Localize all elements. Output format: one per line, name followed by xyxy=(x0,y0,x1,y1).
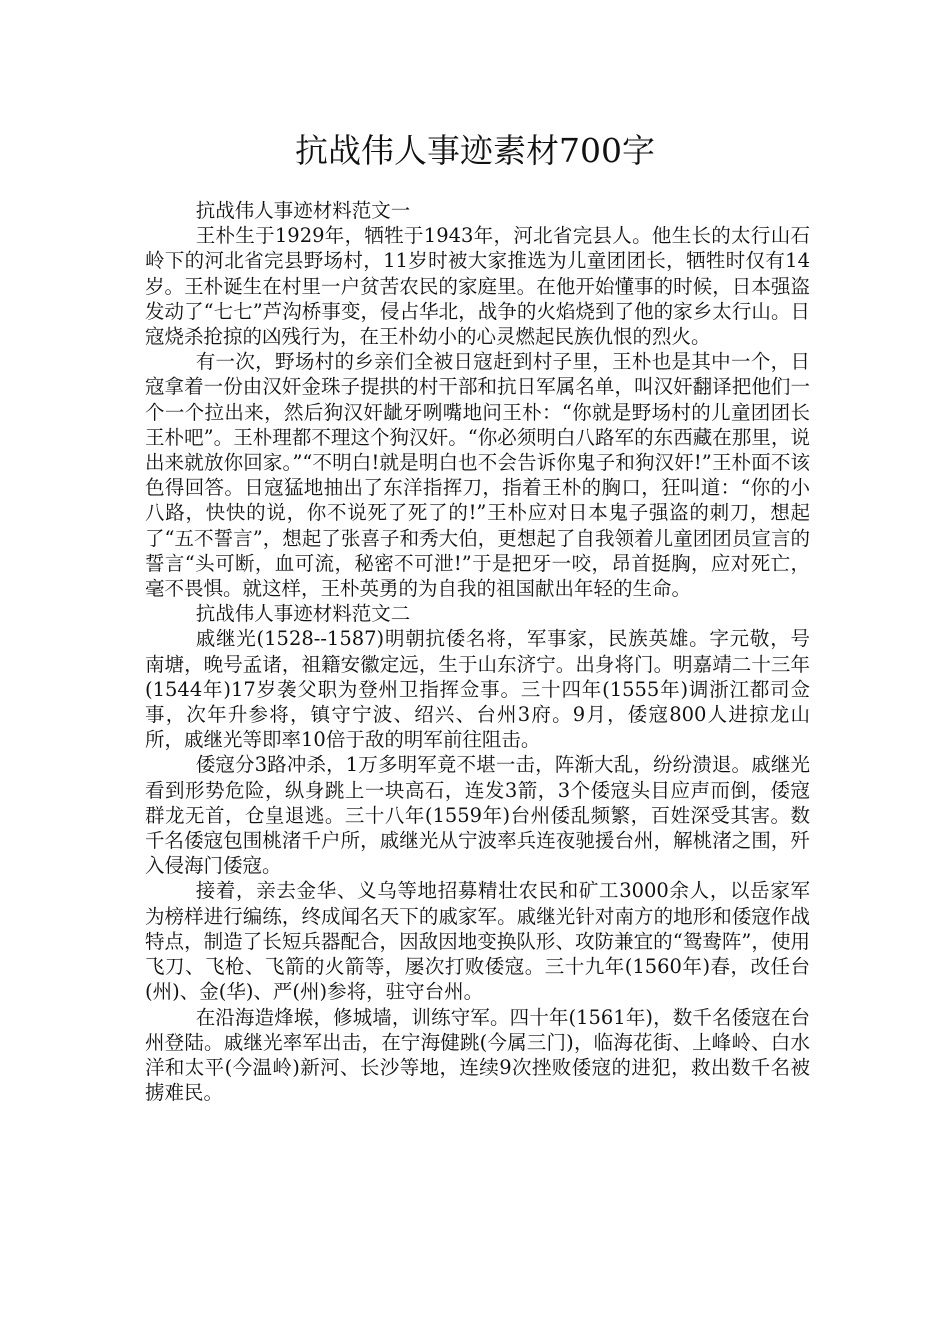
paragraph: 王朴生于1929年，牺牲于1943年，河北省完县人。他生长的太行山石岭下的河北省完县野场村，11岁时被大家推选为儿童团团长，牺牲时仅有14岁。王朴诞生在村里一户贫苦农民的家庭里。在他开始懂事的时候，日本强盗发动了“七七”芦沟桥事变，侵占华北，战争的火焰烧到了他的家乡太行山。日寇烧杀抢掠的凶残行为，在王朴幼小的心灵燃起民族仇恨的烈火。 xyxy=(145,224,810,349)
paragraph: 倭寇分3路冲杀，1万多明军竟不堪一击，阵渐大乱，纷纷溃退。戚继光看到形势危险，纵身跳上一块高石，连发3箭，3个倭寇头目应声而倒，倭寇群龙无首，仓皇退逃。三十八年(1559年)台州倭乱频繁，百姓深受其害。数千名倭寇包围桃渚千户所，戚继光从宁波率兵连夜驰援台州，解桃渚之围，歼入侵海门倭寇。 xyxy=(145,753,810,878)
paragraph: 有一次，野场村的乡亲们全被日寇赶到村子里，王朴也是其中一个，日寇拿着一份由汉奸金珠子提拱的村干部和抗日军属名单，叫汉奸翻译把他们一个一个拉出来，然后狗汉奸龇牙咧嘴地问王朴：“你就是野场村的儿童团团长王朴吧”。王朴理都不理这个狗汉奸。“你必须明白八路军的东西藏在那里，说出来就放你回家。”“不明白!就是明白也不会告诉你鬼子和狗汉奸!”王朴面不该色得回答。日寇猛地抽出了东洋指挥刀，指着王朴的胸口，狂叫道：“你的小八路，快快的说，你不说死了死了的!”王朴应对日本鬼子强盗的刺刀，想起了“五不誓言”，想起了张喜子和秀大伯，更想起了自我领着儿童团团员宣言的誓言“头可断，血可流，秘密不可泄!”于是把牙一咬，昂首挺胸，应对死亡，毫不畏惧。就这样，王朴英勇的为自我的祖国献出年轻的生命。 xyxy=(145,350,810,601)
section-heading-2: 抗战伟人事迹材料范文二 xyxy=(195,602,411,626)
document-title: 抗战伟人事迹素材700字 xyxy=(295,131,655,170)
paragraph: 戚继光(1528--1587)明朝抗倭名将，军事家，民族英雄。字元敬，号南塘，晚号孟诸，祖籍安徽定远，生于山东济宁。出身将门。明嘉靖二十三年(1544年)17岁袭父职为登州卫指挥佥事。三十四年(1555年)调浙江都司佥事，次年升参将，镇守宁波、绍兴、台州3府。9月，倭寇800人进掠龙山所，戚继光等即率10倍于敌的明军前往阻击。 xyxy=(145,627,810,752)
paragraph: 接着，亲去金华、义乌等地招募精壮农民和矿工3000余人，以岳家军为榜样进行编练，终成闻名天下的戚家军。戚继光针对南方的地形和倭寇作战特点，制造了长短兵器配合，因敌因地变换队形、攻防兼宜的“鸳鸯阵”，使用飞刀、飞枪、飞箭的火箭等，屡次打败倭寇。三十九年(1560年)春，改任台(州)、金(华)、严(州)参将，驻守台州。 xyxy=(145,879,810,1004)
section-heading-1: 抗战伟人事迹材料范文一 xyxy=(195,199,411,222)
paragraph: 在沿海造烽堠，修城墙，训练守军。四十年(1561年)，数千名倭寇在台州登陆。戚继光率军出击，在宁海健跳(今属三门)，临海花街、上峰岭、白水洋和太平(今温岭)新河、长沙等地，连续9次挫败倭寇的进犯，救出数千名被掳难民。 xyxy=(145,1005,810,1105)
document-body xyxy=(145,198,810,1105)
